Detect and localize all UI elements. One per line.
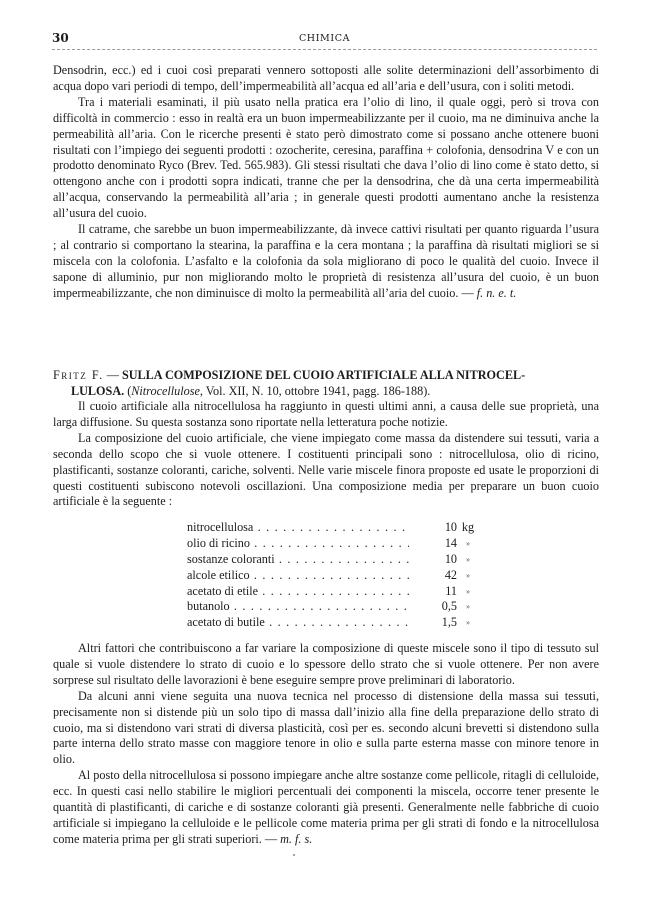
heading-dash: — [103,368,122,382]
source-details: , Vol. XII, N. 10, ottobre 1941, pagg. 186-188). [199,383,431,398]
paragraph-text: Il catrame, che sarebbe un buon impermeabilizzante, dà invece cattivi risultati per quanto riguarda l’usura ; al contrario si comportano la stearina, la paraffina e la cera montana ; la paraffina dà risultati migliori se si miscela con la colofonia. L’asfalto e la colofonia da sola migliorano di poco le qualità del cuoio. Invece il sapone di alluminio, pur non migliorando molto le proprietà di resistenza all’usura del cuoio, è un buon impermeabilizzante, che non diminuisce di molto la permeabilità all’aria del cuoio. — [53,222,599,300]
composition-row [187,615,477,631]
ingredient-name: acetato di butile . . . [187,615,419,631]
ditto-mark: » [459,536,477,552]
scan-speck [293,854,295,856]
paragraph: Altri fattori che contribuiscono a far variare la composizione di queste miscele sono il tipo di tessuto sul quale si vuole distendere lo strato di cuoio e lo spessore dello strato che si vuole ottenere. Per non avere sorprese sul risultato delle lavorazioni è bene eseguire sempre prove preliminari di laboratorio. [53,641,599,687]
article-heading-line [53,368,599,384]
article-title: SULLA COMPOSIZIONE DEL CUOIO ARTIFICIALE ALLA NITROCEL- [121,368,526,382]
ingredient-quantity: 42 [409,568,457,584]
ingredient-unit: kg [459,520,477,536]
article-heading-line [53,384,599,400]
author-signature: f. n. e. t. [476,285,517,300]
ingredient-quantity: 11 [409,584,457,600]
paragraph: Tra i materiali esaminati, il più usato nella pratica era l’olio di lino, il quale oggi, però si trova con difficoltà in commercio : esso in realtà era un buon impermeabilizzante per il cuoio, ma ne diminuiva anche la permeabilità all’aria. Con le ricerche presenti è stato però dimostrato come si possano anche ottenere buoni risultati con l’impiego dei seguenti prodotti : ozocherite, ceresina, paraffina + colofonia, densodrina V e con un prodotto denominato Ryco (Brev. Ted. 565.983). Gli stessi risultati che dava l’olio di lino come è stato detto, si ottengono anche con i prodotti sopra indicati, tranne che per la densodrina, che dà una certa impermeabilità all’acqua, conservando la permeabilità all’aria ; in generale questi prodotti aumentano anche la resistenza all’usura del cuoio. [53,94,599,221]
article-intro [53,399,599,510]
ingredient-quantity: 1,5 [409,615,457,631]
paragraph: Densodrin, ecc.) ed i cuoi così preparati vennero sottoposti alle solite determinazioni dell’assorbimento di acqua dopo vari periodi di tempo, dell’impermeabilità all’acqua ed all’aria e dell’usura, con i soliti metodi. [53,63,599,93]
ingredient-quantity: 10 [409,520,457,536]
ingredient-name: acetato di etile . . . [187,584,419,600]
composition-row [187,536,477,552]
paragraph: Da alcuni anni viene seguita una nuova tecnica nel processo di distensione della massa sui tessuti, precisamente non si distende più un solo tipo di massa dall’inizio alla fine della preparazione dello strato di cuoio, ma si distendono vari strati di diversa plasticità, così per es. secondo alcuni brevetti si distendono sulla parte interna dello strato masse con maggiore tenore in olio e sulla parte esterna masse con minore tenore in olio. [53,688,599,767]
paragraph [53,768,599,848]
paragraph [53,222,599,302]
ingredient-quantity: 14 [409,536,457,552]
author-signature: m. f. s. [280,831,313,846]
ingredient-name: alcole etilico . . . [187,568,419,584]
ditto-mark: » [459,615,477,631]
ditto-mark: » [459,568,477,584]
ingredient-quantity: 0,5 [409,599,457,615]
composition-row [187,584,477,600]
ditto-mark: » [459,599,477,615]
page-header [52,31,597,47]
ingredient-quantity: 10 [409,552,457,568]
ditto-mark: » [459,584,477,600]
ditto-mark: » [459,552,477,568]
header-rule [52,49,597,50]
paragraph: La composizione del cuoio artificiale, che viene impiegato come massa da distendere sui tessuti, varia a seconda dello scopo che si vuole ottenere. I costituenti principali sono : nitrocellulosa, olio di ricino, plastificanti, sostanze coloranti, cariche, solventi. Nelle varie miscele finora proposte ed usate le proporzioni di questi costituenti subiscono notevoli oscillazioni. Una composizione media per preparare un buon cuoio artificiale è la seguente : [53,430,599,509]
paragraph: Il cuoio artificiale alla nitrocellulosa ha raggiunto in questi ultimi anni, a causa delle sue proprietà, una larga diffusione. Su questa sostanza sono riportate nella letteratura poche notizie. [53,399,599,429]
composition-row [187,552,477,568]
running-head: CHIMICA [298,33,351,44]
article-title-continued: LULOSA. [71,383,125,398]
article-author: Fritz F. [53,368,104,382]
ingredient-name: nitrocellulosa . . . [187,520,419,536]
page-number: 30 [52,31,69,45]
composition-row [187,599,477,615]
ingredient-name: olio di ricino . . . [187,536,419,552]
source-open: ( [124,383,132,398]
composition-row [187,520,477,536]
paragraph-text: Al posto della nitrocellulosa si possono impiegare anche altre sostanze come pellicole, ritagli di celluloide, ecc. In questi casi nello stabilire le migliori percentuali dei componenti la miscela, occorre tener presente le quantità di plastificanti, di cariche e di sostanze coloranti già presenti. Generalmente nelle fabbriche di cuoio artificiale si impiegano la celluloide e le pellicole come materia prima per gli strati di fondo e la nitrocellulosa come materia prima per gli strati superiori. — [53,768,599,846]
ingredient-name: butanolo . . . [187,599,419,615]
article-body [53,641,599,848]
previous-article-continuation [53,63,599,302]
article-heading [53,368,599,400]
source-journal: Nitrocellulose [131,383,200,398]
ingredient-name: sostanze coloranti . . . [187,552,419,568]
composition-table [187,520,477,631]
composition-row [187,568,477,584]
